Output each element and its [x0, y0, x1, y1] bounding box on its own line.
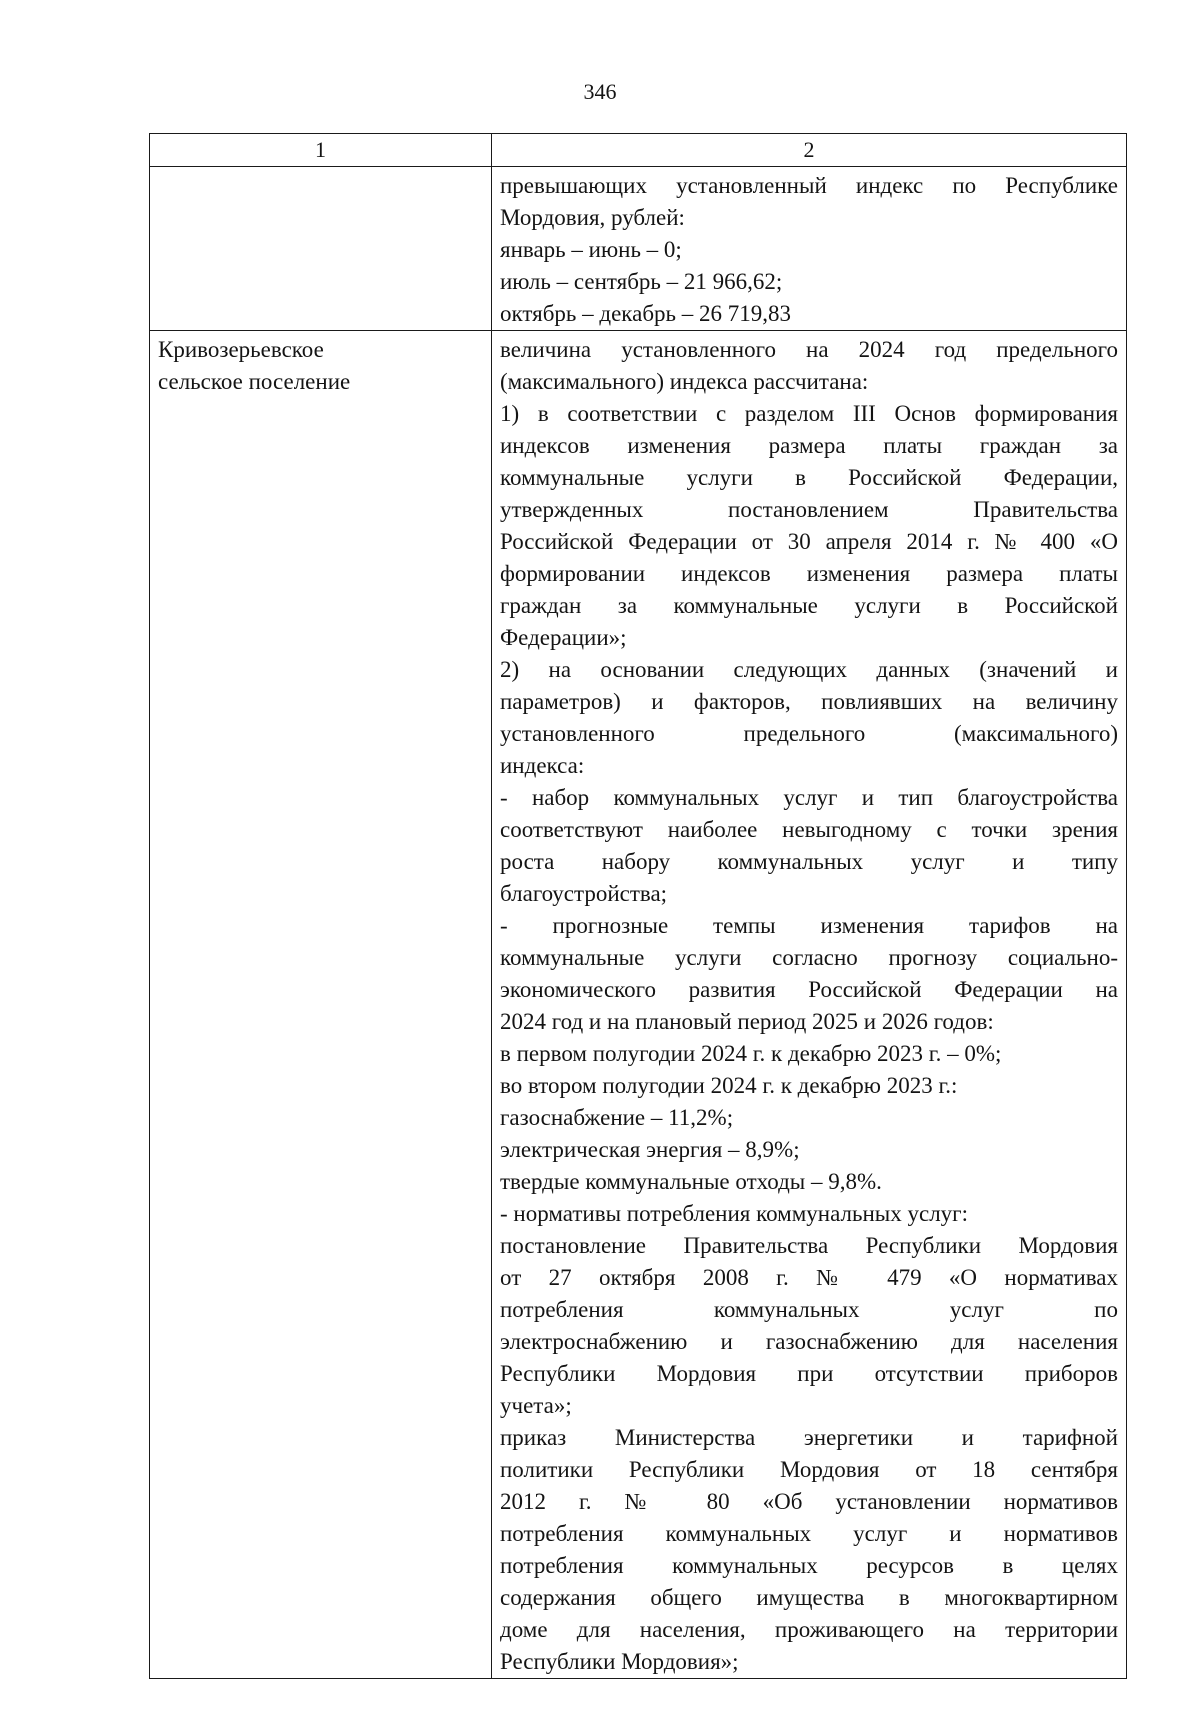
- description-line: благоустройства;: [500, 881, 668, 906]
- description-line: от 27 октября 2008 г. № 479 «О нормативах: [500, 1265, 1118, 1290]
- table-header-row: [150, 134, 1127, 167]
- description-line: - прогнозные темпы изменения тарифов на: [500, 913, 1118, 938]
- description-line: октябрь – декабрь – 26 719,83: [500, 301, 792, 326]
- description-line: электроснабжению и газоснабжению для населения: [500, 1329, 1118, 1354]
- municipality-cell: [150, 167, 492, 331]
- description-line: во втором полугодии 2024 г. к декабрю 2023 г.:: [500, 1073, 958, 1098]
- description-line: Российской Федерации от 30 апреля 2014 г. № 400 «О: [500, 529, 1118, 554]
- description-line: установленного предельного (максимального): [500, 721, 1118, 746]
- description-line: 2012 г. № 80 «Об установлении нормативов: [500, 1489, 1118, 1514]
- description-cell: [492, 167, 1127, 331]
- description-line: граждан за коммунальные услуги в Российской: [500, 593, 1118, 618]
- table-row: [150, 331, 1127, 1679]
- description-line: политики Республики Мордовия от 18 сентября: [500, 1457, 1118, 1482]
- description-line: в первом полугодии 2024 г. к декабрю 2023 г. – 0%;: [500, 1041, 1002, 1066]
- description-line: индексов изменения размера платы граждан за: [500, 433, 1118, 458]
- description-line: величина установленного на 2024 год предельного: [500, 337, 1118, 362]
- description-line: роста набору коммунальных услуг и типу: [500, 849, 1118, 874]
- description-line: Мордовия, рублей:: [500, 205, 685, 230]
- description-line: доме для населения, проживающего на территории: [500, 1617, 1118, 1642]
- municipality-name-line: Кривозерьевское: [158, 337, 324, 362]
- table-row: [150, 167, 1127, 331]
- page-number: 346: [583, 79, 617, 104]
- description-line: коммунальные услуги согласно прогнозу социально-: [500, 945, 1118, 970]
- column-header-2: 2: [492, 134, 1127, 167]
- municipality-cell: [150, 331, 492, 1679]
- description-line: потребления коммунальных ресурсов в целях: [500, 1553, 1118, 1578]
- description-line: формировании индексов изменения размера платы: [500, 561, 1118, 586]
- description-line: потребления коммунальных услуг и нормативов: [500, 1521, 1118, 1546]
- description-line: твердые коммунальные отходы – 9,8%.: [500, 1169, 882, 1194]
- description-line: экономического развития Российской Федерации на: [500, 977, 1118, 1002]
- description-line: коммунальные услуги в Российской Федерации,: [500, 465, 1118, 490]
- description-line: соответствуют наиболее невыгодному с точки зрения: [500, 817, 1118, 842]
- description-line: (максимального) индекса рассчитана:: [500, 369, 869, 394]
- description-line: превышающих установленный индекс по Республике: [500, 173, 1118, 198]
- description-line: постановление Правительства Республики Мордовия: [500, 1233, 1118, 1258]
- description-line: потребления коммунальных услуг по: [500, 1297, 1118, 1322]
- description-line: 2) на основании следующих данных (значений и: [500, 657, 1118, 682]
- description-line: учета»;: [500, 1393, 572, 1418]
- description-line: Федерации»;: [500, 625, 627, 650]
- description-line: январь – июнь – 0;: [500, 237, 682, 262]
- description-line: - нормативы потребления коммунальных услуг:: [500, 1201, 968, 1226]
- municipality-name-line: сельское поселение: [158, 369, 351, 394]
- description-line: параметров) и факторов, повлиявших на величину: [500, 689, 1118, 714]
- column-header-1: 1: [150, 134, 492, 167]
- description-line: содержания общего имущества в многоквартирном: [500, 1585, 1118, 1610]
- document-table: [149, 133, 1127, 1679]
- description-line: 2024 год и на плановый период 2025 и 2026 годов:: [500, 1009, 994, 1034]
- description-line: июль – сентябрь – 21 966,62;: [500, 269, 783, 294]
- description-line: газоснабжение – 11,2%;: [500, 1105, 734, 1130]
- description-line: индекса:: [500, 753, 585, 778]
- description-line: электрическая энергия – 8,9%;: [500, 1137, 800, 1162]
- description-line: утвержденных постановлением Правительства: [500, 497, 1118, 522]
- description-line: приказ Министерства энергетики и тарифной: [500, 1425, 1118, 1450]
- description-line: 1) в соответствии с разделом III Основ формирования: [500, 401, 1118, 426]
- description-line: - набор коммунальных услуг и тип благоустройства: [500, 785, 1118, 810]
- description-line: Республики Мордовия при отсутствии приборов: [500, 1361, 1118, 1386]
- description-cell: [492, 331, 1127, 1679]
- description-line: Республики Мордовия»;: [500, 1649, 739, 1674]
